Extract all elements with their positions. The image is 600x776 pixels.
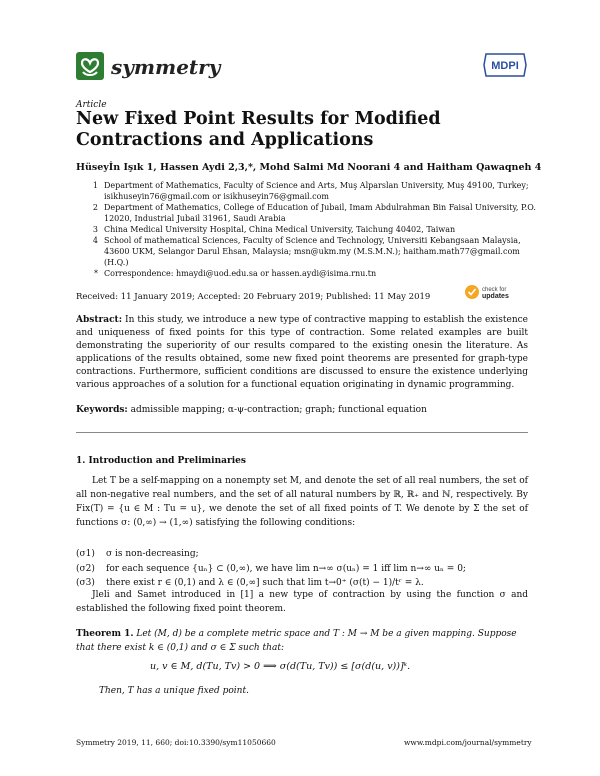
check-for-updates-badge[interactable] xyxy=(464,283,528,301)
keywords xyxy=(76,405,427,415)
footer-url[interactable]: www.mdpi.com/journal/symmetry xyxy=(404,738,532,747)
affiliation-list xyxy=(76,180,546,279)
publisher-name: MDPI xyxy=(491,60,519,72)
condition-item: (σ2) for each sequence {uₙ} ⊂ (0,∞), we have lim n→∞ σ(uₙ) = 1 iff lim n→∞ uₙ = 0; xyxy=(76,563,466,574)
svg-text:updates: updates xyxy=(482,293,509,300)
theorem-conclusion: Then, T has a unique fixed point. xyxy=(99,686,249,696)
section-divider xyxy=(76,432,528,433)
publication-dates: Received: 11 January 2019; Accepted: 20 February 2019; Published: 11 May 2019 xyxy=(76,292,431,302)
journal-name: symmetry xyxy=(111,55,221,79)
keywords-text: admissible mapping; α-ψ-contraction; graph; functional equation xyxy=(130,405,427,415)
theorem xyxy=(76,627,528,655)
affiliation-item: 1 Department of Mathematics, Faculty of Science and Arts, Muş Alparslan University, Muş 49100, Turkey; isikhuseyin76@gmail.com or isikhuseyin76@gmail.com xyxy=(92,181,529,201)
affiliation-item: 3 China Medical University Hospital, China Medical University, Taichung 40402, Taiwan xyxy=(92,225,456,234)
intro-paragraph: Let T be a self-mapping on a nonempty set M, and denote the set of all real numbers, the set of all non-negative real numbers, and the set of all natural numbers by ℝ, ℝ₊ and ℕ, respectively. By Fix(T) = {u ∈ M : Tu = u}, we denote the set of all fixed points of T. We denote by Σ the set of functions σ: (0,∞) → (1,∞) satisfying the following conditions: xyxy=(76,476,528,528)
svg-text:check for: check for xyxy=(482,287,507,293)
keywords-label: Keywords: xyxy=(76,405,128,415)
article-type: Article xyxy=(76,100,107,110)
condition-item: (σ3) there exist r ∈ (0,1) and λ ∈ (0,∞] such that lim t→0⁺ (σ(t) − 1)/tʳ = λ. xyxy=(76,578,424,588)
affiliation-item: 2 Department of Mathematics, College of Education of Jubail, Imam Abdulrahman Bin Faisal University, P.O. 12020, Industrial Jubail 31961, Saudi Arabia xyxy=(92,203,536,223)
footer-citation: Symmetry 2019, 11, 660; doi:10.3390/sym11050660 xyxy=(76,738,276,747)
author-list: Hüseyİn Işık 1, Hassen Aydi 2,3,*, Mohd Salmi Md Noorani 4 and Haitham Qawaqneh 4 xyxy=(76,162,542,173)
theorem-label: Theorem 1. xyxy=(76,629,134,639)
paper-title: New Fixed Point Results for Modified Contractions and Applications xyxy=(76,109,441,150)
jleli-paragraph: Jleli and Samet introduced in [1] a new type of contraction by using the function σ and established the following fixed point theorem. xyxy=(76,590,528,614)
abstract-text: In this study, we introduce a new type of contractive mapping to establish the existence and uniqueness of fixed points for this type of contraction. Some related examples are built demonstrating the superiority of our results compared to the existing onesin the literature. As applications of the results obtained, some new fixed point theorems are presented for graph-type contractions. Furthermore, sufficient conditions are discussed to ensure the existence underlying various approaches of a solution for a functional equation originating in dynamic programming. xyxy=(76,315,528,391)
section-title: 1. Introduction and Preliminaries xyxy=(76,456,246,466)
condition-item: (σ1) σ is non-decreasing; xyxy=(76,549,199,559)
correspondence: * Correspondence: hmaydi@uod.edu.sa or hassen.aydi@isima.rnu.tn xyxy=(94,269,377,278)
journal-logo-icon xyxy=(76,52,104,80)
theorem-equation: u, v ∈ M, d(Tu, Tv) > 0 ⟹ σ(d(Tu, Tv)) ≤ [σ(d(u, v))]ᵏ. xyxy=(150,661,411,672)
publisher-logo xyxy=(482,52,528,82)
affiliation-item: 4 School of mathematical Sciences, Faculty of Science and Technology, Universiti Kebangsaan Malaysia, 43600 UKM, Selangor Darul Ehsan, Malaysia; msn@ukm.my (M.S.M.N.); haitham.math77@gmail.com (H.Q.) xyxy=(92,236,521,267)
condition-list xyxy=(76,549,528,593)
theorem-text: Let (M, d) be a complete metric space and T : M → M be a given mapping. Suppose that there exist k ∈ (0,1) and σ ∈ Σ such that: xyxy=(76,629,517,653)
abstract-label: Abstract: xyxy=(76,315,123,325)
abstract xyxy=(76,314,528,393)
